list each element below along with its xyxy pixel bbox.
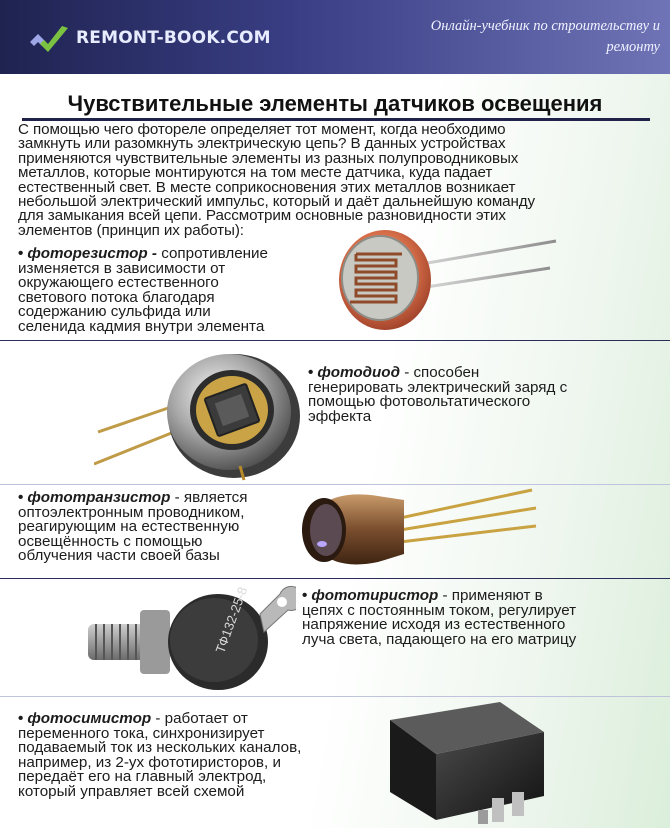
item-phototransistor	[18, 491, 318, 564]
intro-line: элементов (принцип их работы):	[18, 221, 244, 239]
tagline-line: Онлайн-учебник по строительству и	[430, 18, 660, 34]
item-line: цепях с постоянным током, регулирует	[302, 601, 577, 619]
item-photothyristor	[302, 589, 662, 647]
intro-line: естественный свет. В месте соприкосновения этих металлов возникает	[18, 178, 516, 196]
section-divider	[0, 484, 670, 485]
bullet: •	[302, 587, 308, 604]
item-line: селенида кадмия внутри элемента	[18, 317, 265, 335]
intro-paragraph	[18, 123, 658, 238]
item-line: передаёт его на главный электрод,	[18, 768, 267, 785]
photosimistor-image	[382, 698, 552, 826]
photodiode-image	[94, 344, 304, 484]
photoresistor-image	[330, 226, 560, 336]
item-line: который управляет всей схемой	[18, 782, 245, 800]
section-divider	[0, 340, 670, 341]
site-logo[interactable]	[28, 24, 271, 52]
photothyristor-image	[84, 584, 296, 692]
intro-line: для замыкания всей цепи. Рассмотрим основные разновидности этих	[18, 207, 506, 225]
site-tagline	[370, 16, 660, 58]
intro-line: применяются чувствительные элементы из разных полупроводниковых	[18, 149, 519, 167]
bullet: •	[18, 245, 24, 262]
item-term: фотосимистор	[27, 710, 152, 727]
section-divider	[0, 696, 670, 697]
intro-line: металлов, которые монтируются на том месте датчика, куда падает	[18, 164, 493, 182]
page-title: Чувствительные элементы датчиков освещения	[67, 91, 603, 116]
item-line: напряжение исходя из естественного	[302, 616, 566, 633]
item-line: облучения части своей базы	[18, 547, 220, 564]
item-line: - способен	[399, 364, 480, 381]
bullet: •	[18, 489, 24, 506]
intro-line: С помощью чего фотореле определяет тот момент, когда необходимо	[18, 121, 506, 138]
logo-text: REMONT-BOOK.COM	[76, 28, 271, 48]
item-line: генерировать электрический заряд с	[308, 378, 568, 396]
item-term: фототранзистор	[27, 489, 171, 506]
item-term: фототиристор	[311, 587, 439, 604]
item-line: - применяют в	[438, 587, 543, 604]
item-line: подаваемый ток из нескольких каналов,	[18, 739, 302, 756]
item-line: эффекта	[308, 407, 372, 425]
phototransistor-image	[300, 486, 540, 576]
item-line: окружающего естественного	[18, 274, 219, 291]
item-line: светового потока благодаря	[18, 288, 215, 306]
item-photoresistor	[18, 247, 348, 334]
bullet: •	[308, 364, 314, 381]
item-line: реагирующим на естественную	[18, 518, 240, 535]
section-divider	[0, 578, 670, 579]
item-line: - является	[170, 489, 248, 506]
item-line: например, из 2-ух фототиристоров, и	[18, 753, 281, 771]
item-line: - работает от	[151, 710, 248, 727]
item-line: изменяется в зависимости от	[18, 259, 226, 277]
item-photodiode	[308, 366, 648, 424]
item-line: содержанию сульфида или	[18, 303, 211, 320]
item-line: луча света, падающего на его матрицу	[302, 630, 577, 648]
item-line: сопротивление	[156, 245, 268, 262]
intro-line: небольшой электрический импульс, который и даёт дальнейшую команду	[18, 193, 536, 211]
bullet: •	[18, 710, 24, 727]
logo-check-icon	[28, 24, 72, 52]
thyristor-marking: ТФ132-25-8	[212, 584, 251, 656]
item-line: оптоэлектронным проводником,	[18, 503, 245, 521]
site-header	[0, 0, 670, 74]
item-line: помощью фотовольтатического	[308, 393, 531, 410]
item-line: освещённость с помощью	[18, 532, 203, 550]
intro-line: замкнуть или разомкнуть электрическую цепь? В данных устройствах	[18, 135, 506, 153]
tagline-line: ремонту	[606, 39, 660, 56]
item-term: фотодиод	[317, 364, 400, 381]
item-term: фоторезистор -	[27, 245, 157, 262]
item-line: переменного тока, синхронизирует	[18, 724, 265, 742]
item-photosimistor	[18, 712, 378, 799]
